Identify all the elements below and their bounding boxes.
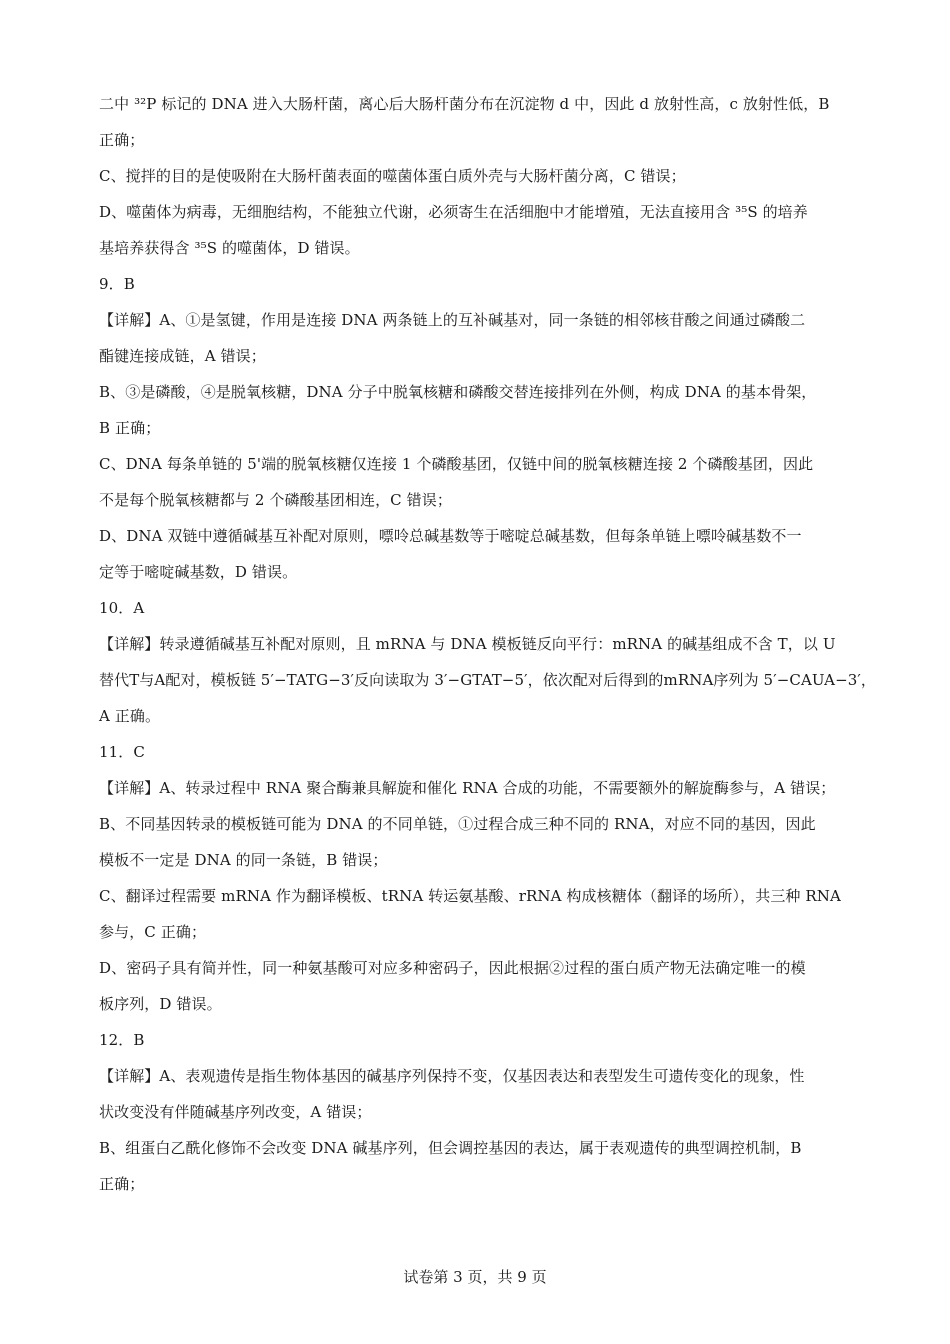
question-number: 12．B [99,1031,145,1049]
question-number: 10．A [99,599,145,617]
text-line: 状改变没有伴随碱基序列改变，A 错误； [99,1103,372,1121]
text-line: 【详解】A、①是氢键，作用是连接 DNA 两条链上的互补碱基对，同一条链的相邻核苷酸之间通过磷酸二 [99,311,806,329]
text-line: 板序列，D 错误。 [99,995,222,1013]
text-line: B、③是磷酸，④是脱氧核糖，DNA 分子中脱氧核糖和磷酸交替连接排列在外侧，构成 DNA 的基本骨架， [99,383,817,401]
text-line: D、DNA 双链中遵循碱基互补配对原则，嘌呤总碱基数等于嘧啶总碱基数，但每条单链上嘌呤碱基数不一 [99,527,802,545]
text-line: 替代T与A配对，模板链 5′−TATG−3′反向读取为 3′−GTAT−5′，依次配对后得到的mRNA序列为 5′−CAUA−3′， [99,671,877,689]
text-line: 正确； [99,131,145,149]
text-line: 二中 ³²P 标记的 DNA 进入大肠杆菌，离心后大肠杆菌分布在沉淀物 d 中，因此 d 放射性高，c 放射性低，B [99,95,830,113]
text-line: 酯键连接成链，A 错误； [99,347,266,365]
text-line: 【详解】A、转录过程中 RNA 聚合酶兼具解旋和催化 RNA 合成的功能，不需要额外的解旋酶参与，A 错误； [99,779,836,797]
text-line: 【详解】A、表观遗传是指生物体基因的碱基序列保持不变，仅基因表达和表型发生可遗传变化的现象，性 [99,1067,805,1085]
text-line: 基培养获得含 ³⁵S 的噬菌体，D 错误。 [99,239,360,257]
text-line: C、DNA 每条单链的 5'端的脱氧核糖仅连接 1 个磷酸基团，仅链中间的脱氧核糖连接 2 个磷酸基团，因此 [99,455,814,473]
text-line: B 正确； [99,419,161,437]
text-line: 模板不一定是 DNA 的同一条链，B 错误； [99,851,388,869]
page-footer: 试卷第 3 页，共 9 页 [403,1268,547,1286]
text-line: B、组蛋白乙酰化修饰不会改变 DNA 碱基序列，但会调控基因的表达，属于表观遗传的典型调控机制，B [99,1139,802,1157]
answer-text-body [99,94,877,1210]
question-number: 11．C [99,743,145,761]
text-line: C、翻译过程需要 mRNA 作为翻译模板、tRNA 转运氨基酸、rRNA 构成核糖体（翻译的场所），共三种 RNA [99,887,841,905]
text-line: 正确； [99,1175,145,1193]
text-line: 参与，C 正确； [99,923,207,941]
text-line: D、密码子具有简并性，同一种氨基酸可对应多种密码子，因此根据②过程的蛋白质产物无法确定唯一的模 [99,959,806,977]
text-line: 定等于嘧啶碱基数，D 错误。 [99,563,298,581]
text-line: 不是每个脱氧核糖都与 2 个磷酸基团相连，C 错误； [99,491,452,509]
text-line: D、噬菌体为病毒，无细胞结构，不能独立代谢，必须寄生在活细胞中才能增殖，无法直接用含 ³⁵S 的培养 [99,203,808,221]
question-number: 9．B [99,275,135,293]
text-line: B、不同基因转录的模板链可能为 DNA 的不同单链，①过程合成三种不同的 RNA，对应不同的基因，因此 [99,815,816,833]
text-line: 【详解】转录遵循碱基互补配对原则，且 mRNA 与 DNA 模板链反向平行：mRNA 的碱基组成不含 T，以 U [99,635,836,653]
text-line: C、搅拌的目的是使吸附在大肠杆菌表面的噬菌体蛋白质外壳与大肠杆菌分离，C 错误； [99,167,686,185]
text-line: A 正确。 [99,707,161,725]
